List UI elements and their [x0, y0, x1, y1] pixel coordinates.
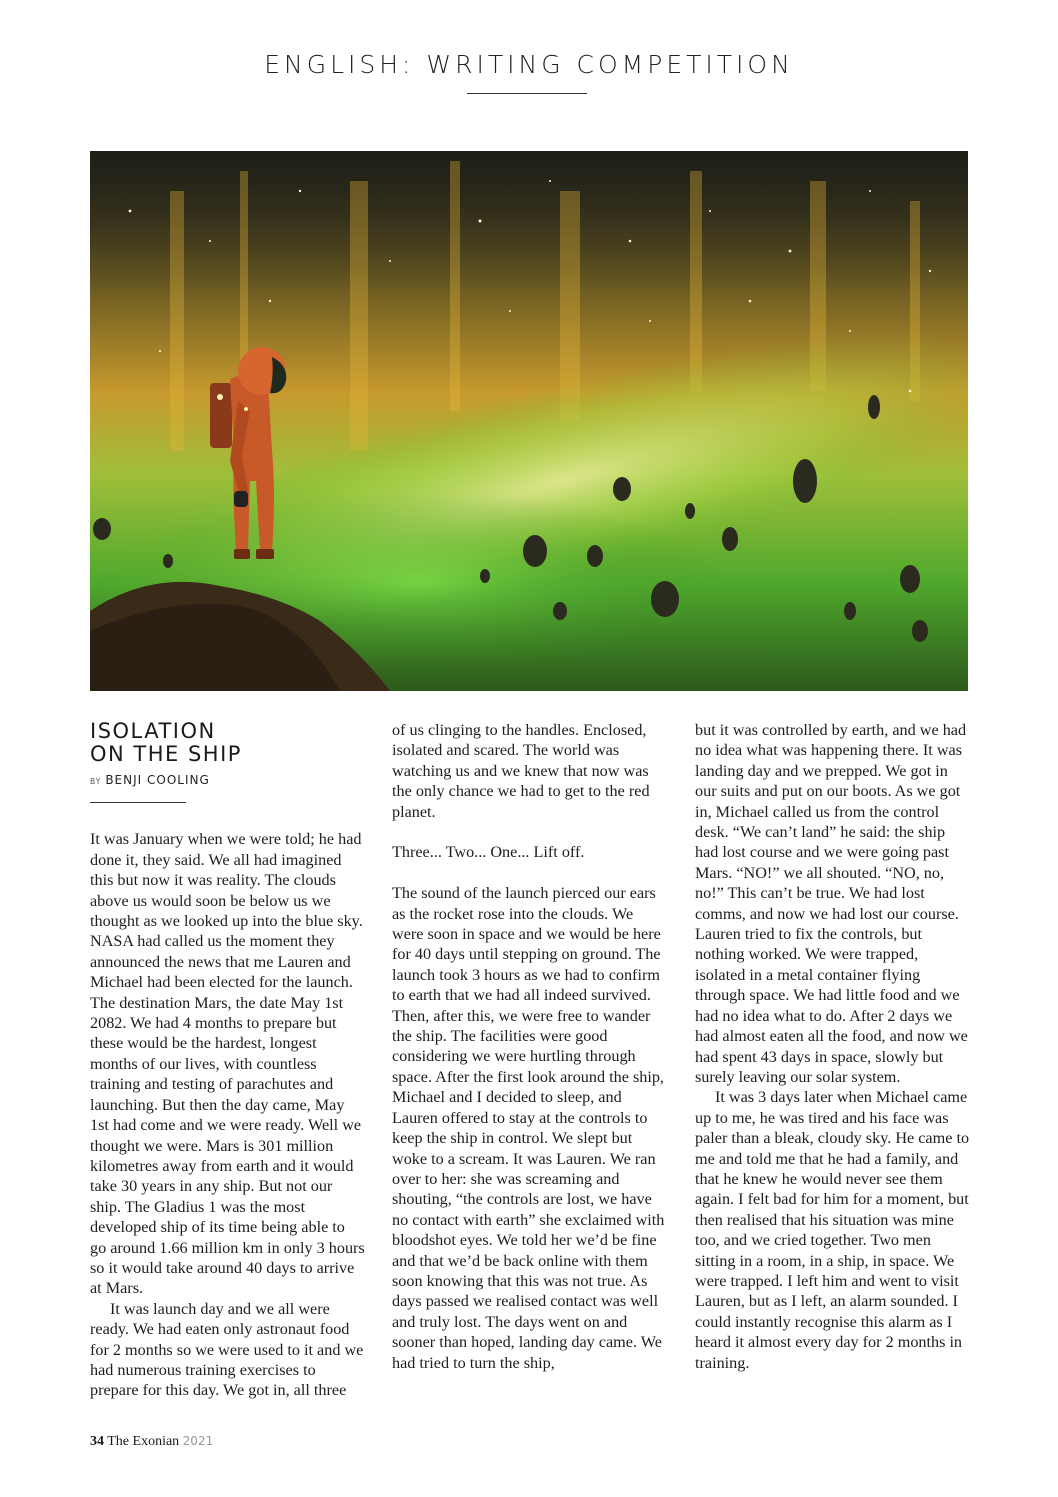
byline-divider	[90, 802, 186, 803]
paragraph: It was launch day and we all were ready. We had eaten only astronaut food for 2 months so we were used to it and we had numerous training exercises to prepare for this day. We got in, all three	[90, 1299, 364, 1400]
astronaut-in-space-illustration	[90, 151, 968, 691]
section-title: ENGLISH: WRITING COMPETITION	[264, 50, 794, 79]
hero-illustration	[90, 151, 968, 691]
article-title: ISOLATION ON THE SHIP	[90, 719, 242, 766]
article-column-2	[392, 720, 667, 1373]
byline-prefix: BY	[90, 777, 102, 786]
article-column-1	[90, 720, 365, 1401]
author-name: BENJI COOLING	[105, 773, 210, 787]
byline	[90, 770, 365, 792]
page-footer	[90, 1434, 213, 1450]
paragraph: of us clinging to the handles. Enclosed, isolated and scared. The world was watching us and we knew that now was the only chance we had to get to the red planet.	[392, 721, 650, 821]
paragraph: It was 3 days later when Michael came up to me, he was tired and his face was paler than a bleak, cloudy sky. He came to me and told me that he had a family, and that he knew he would never see them again. I felt bad for him for a moment, but then realised that his situation was mine too, and we cried together. Two men sitting in a room, in a ship, in space. We were trapped. I left him and went to visit Lauren, but as I left, an alarm sounded. I could instantly recognise this alarm as I heard it almost every day for 2 months in training.	[695, 1088, 970, 1372]
paragraph: Three... Two... One... Lift off.	[392, 843, 585, 862]
paragraph: The sound of the launch pierced our ears as the rocket rose into the clouds. We were soon in space and we would be here for 40 days until stepping on ground. The launch took 3 hours as we had to confirm to earth that we had all indeed survived. Then, after this, we were free to wander the ship. The facilities were good considering we were hurtling through space. After the first look around the ship, Michael and I decided to sleep, and Lauren offered to stay at the controls to keep the ship in control. We slept but woke to a scream. It was Lauren. We ran over to her: she was screaming and shouting, “the controls are lost, we have no contact with earth” she exclaimed with bloodshot eyes. We told her we’d be fine and that we’d be back online with them soon knowing that this was not true. As days passed we realised contact was well and truly lost. The days went on and sooner than hoped, landing day came. We had tried to turn the ship,	[392, 884, 665, 1372]
article-column-3	[695, 720, 970, 1373]
publication-name: The Exonian	[107, 1434, 180, 1449]
paragraph: It was January when we were told; he had done it, they said. We all had imagined this but now it was reality. The clouds above us would soon be below us we thought as we looked up into the blue sky. NASA had called us the moment they announced the news that me Lauren and Michael had been elected for the launch. The destination Mars, the date May 1st 2082. We had 4 months to prepare but these would be the hardest, longest months of our lives, with countless training and testing of parachutes and launching. But then the day came, May 1st had come and we were ready. Well we thought we were. Mars is 301 million kilometres away from earth and it would take 30 years in any ship. But not our ship. The Gladius 1 was the most developed ship of its time being able to go around 1.66 million km in only 3 hours so it would take around 40 days to arrive at Mars.	[90, 830, 365, 1298]
title-divider	[467, 93, 587, 94]
paragraph: but it was controlled by earth, and we had no idea what was happening there. It was landing day and we prepped. We got in our suits and put on our boots. As we got in, Michael called us from the control desk. “We can’t land” he said: the ship had lost course and we were going past Mars. “NO!” we all shouted. “NO, no, no!” This can’t be true. We had lost comms, and now we had lost our course. Lauren tried to fix the controls, but nothing worked. We were trapped, isolated in a metal container flying through space. We had little food and we had no idea what to do. After 2 days we had almost eaten all the food, and now we had spent 43 days in space, slowly but surely leaving our solar system.	[695, 721, 968, 1086]
publication-year: 2021	[182, 1434, 214, 1448]
page-number: 34	[90, 1434, 104, 1449]
